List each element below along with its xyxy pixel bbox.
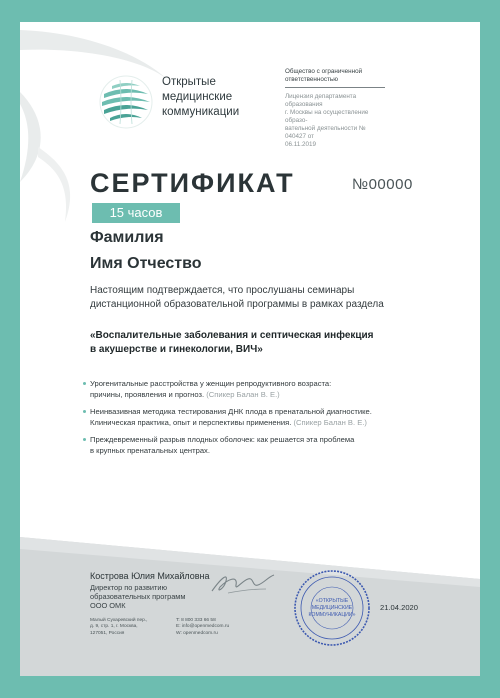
brand-name: Открытые медицинские коммуникации [162, 76, 240, 118]
license-info: Лицензия департамента образования г. Москвы на осуществление образо- вательной деятельности № 040427 от 06.11.2019 [285, 93, 369, 148]
list-item: Преждевременный разрыв плодных оболочек: как решается эта проблема в крупных пренатальных центрах. [90, 435, 450, 456]
confirmation-text: Настоящим подтверждается, что прослушаны семинары дистанционной образовательной программы в рамках раздела [90, 285, 384, 310]
certificate-number: №00000 [352, 176, 413, 193]
recipient-first-middle-name: Имя Отчество [90, 255, 202, 272]
globe-logo-icon [98, 74, 154, 130]
stamp-line: МЕДИЦИНСКИЕ [311, 605, 353, 611]
signatory-role: Директор по развитию образовательных программ ООО ОМК [90, 583, 186, 611]
certificate-sheet [20, 22, 480, 676]
stamp-line: КОММУНИКАЦИИ» [308, 612, 356, 618]
hours-badge: 15 часов [92, 203, 180, 223]
bullet-icon [83, 410, 86, 413]
organization-seal [292, 568, 372, 648]
postal-address: Малый Сухаревский пер., д. 9, стр. 1, г. Москва, 127051, Россия [90, 618, 148, 636]
list-item: Неинвазивная методика тестирования ДНК плода в пренатальной диагностике. Клиническая практика, опыт и перспективы применения. (Спикер Балан В. Е.) [90, 407, 450, 428]
seminar-topics-list [90, 379, 450, 463]
issue-date: 21.04.2020 [380, 603, 419, 612]
certificate-title: СЕРТИФИКАТ [90, 168, 295, 198]
bullet-icon [83, 382, 86, 385]
stamp-line: «ОТКРЫТЫЕ [315, 598, 349, 604]
signatory-name: Кострова Юлия Михайловна [90, 571, 210, 581]
handwritten-signature [208, 567, 278, 599]
speaker-note: (Спикер Балан В. Е.) [206, 389, 280, 399]
contact-info: T: 8 800 333 66 58 E: info@openmedcom.ru W: openmedcom.ru [176, 618, 230, 636]
list-item: Урогенитальные расстройства у женщин репродуктивного возраста: причины, проявления и прогноз. (Спикер Балан В. Е.) [90, 379, 450, 400]
recipient-last-name: Фамилия [90, 229, 164, 246]
bullet-icon [83, 438, 86, 441]
speaker-note: (Спикер Балан В. Е.) [293, 417, 367, 427]
organization-type: Общество с ограниченной ответственностью [285, 68, 385, 88]
course-title: «Воспалительные заболевания и септическая инфекция в акушерстве и гинекологии, ВИЧ» [90, 330, 374, 355]
